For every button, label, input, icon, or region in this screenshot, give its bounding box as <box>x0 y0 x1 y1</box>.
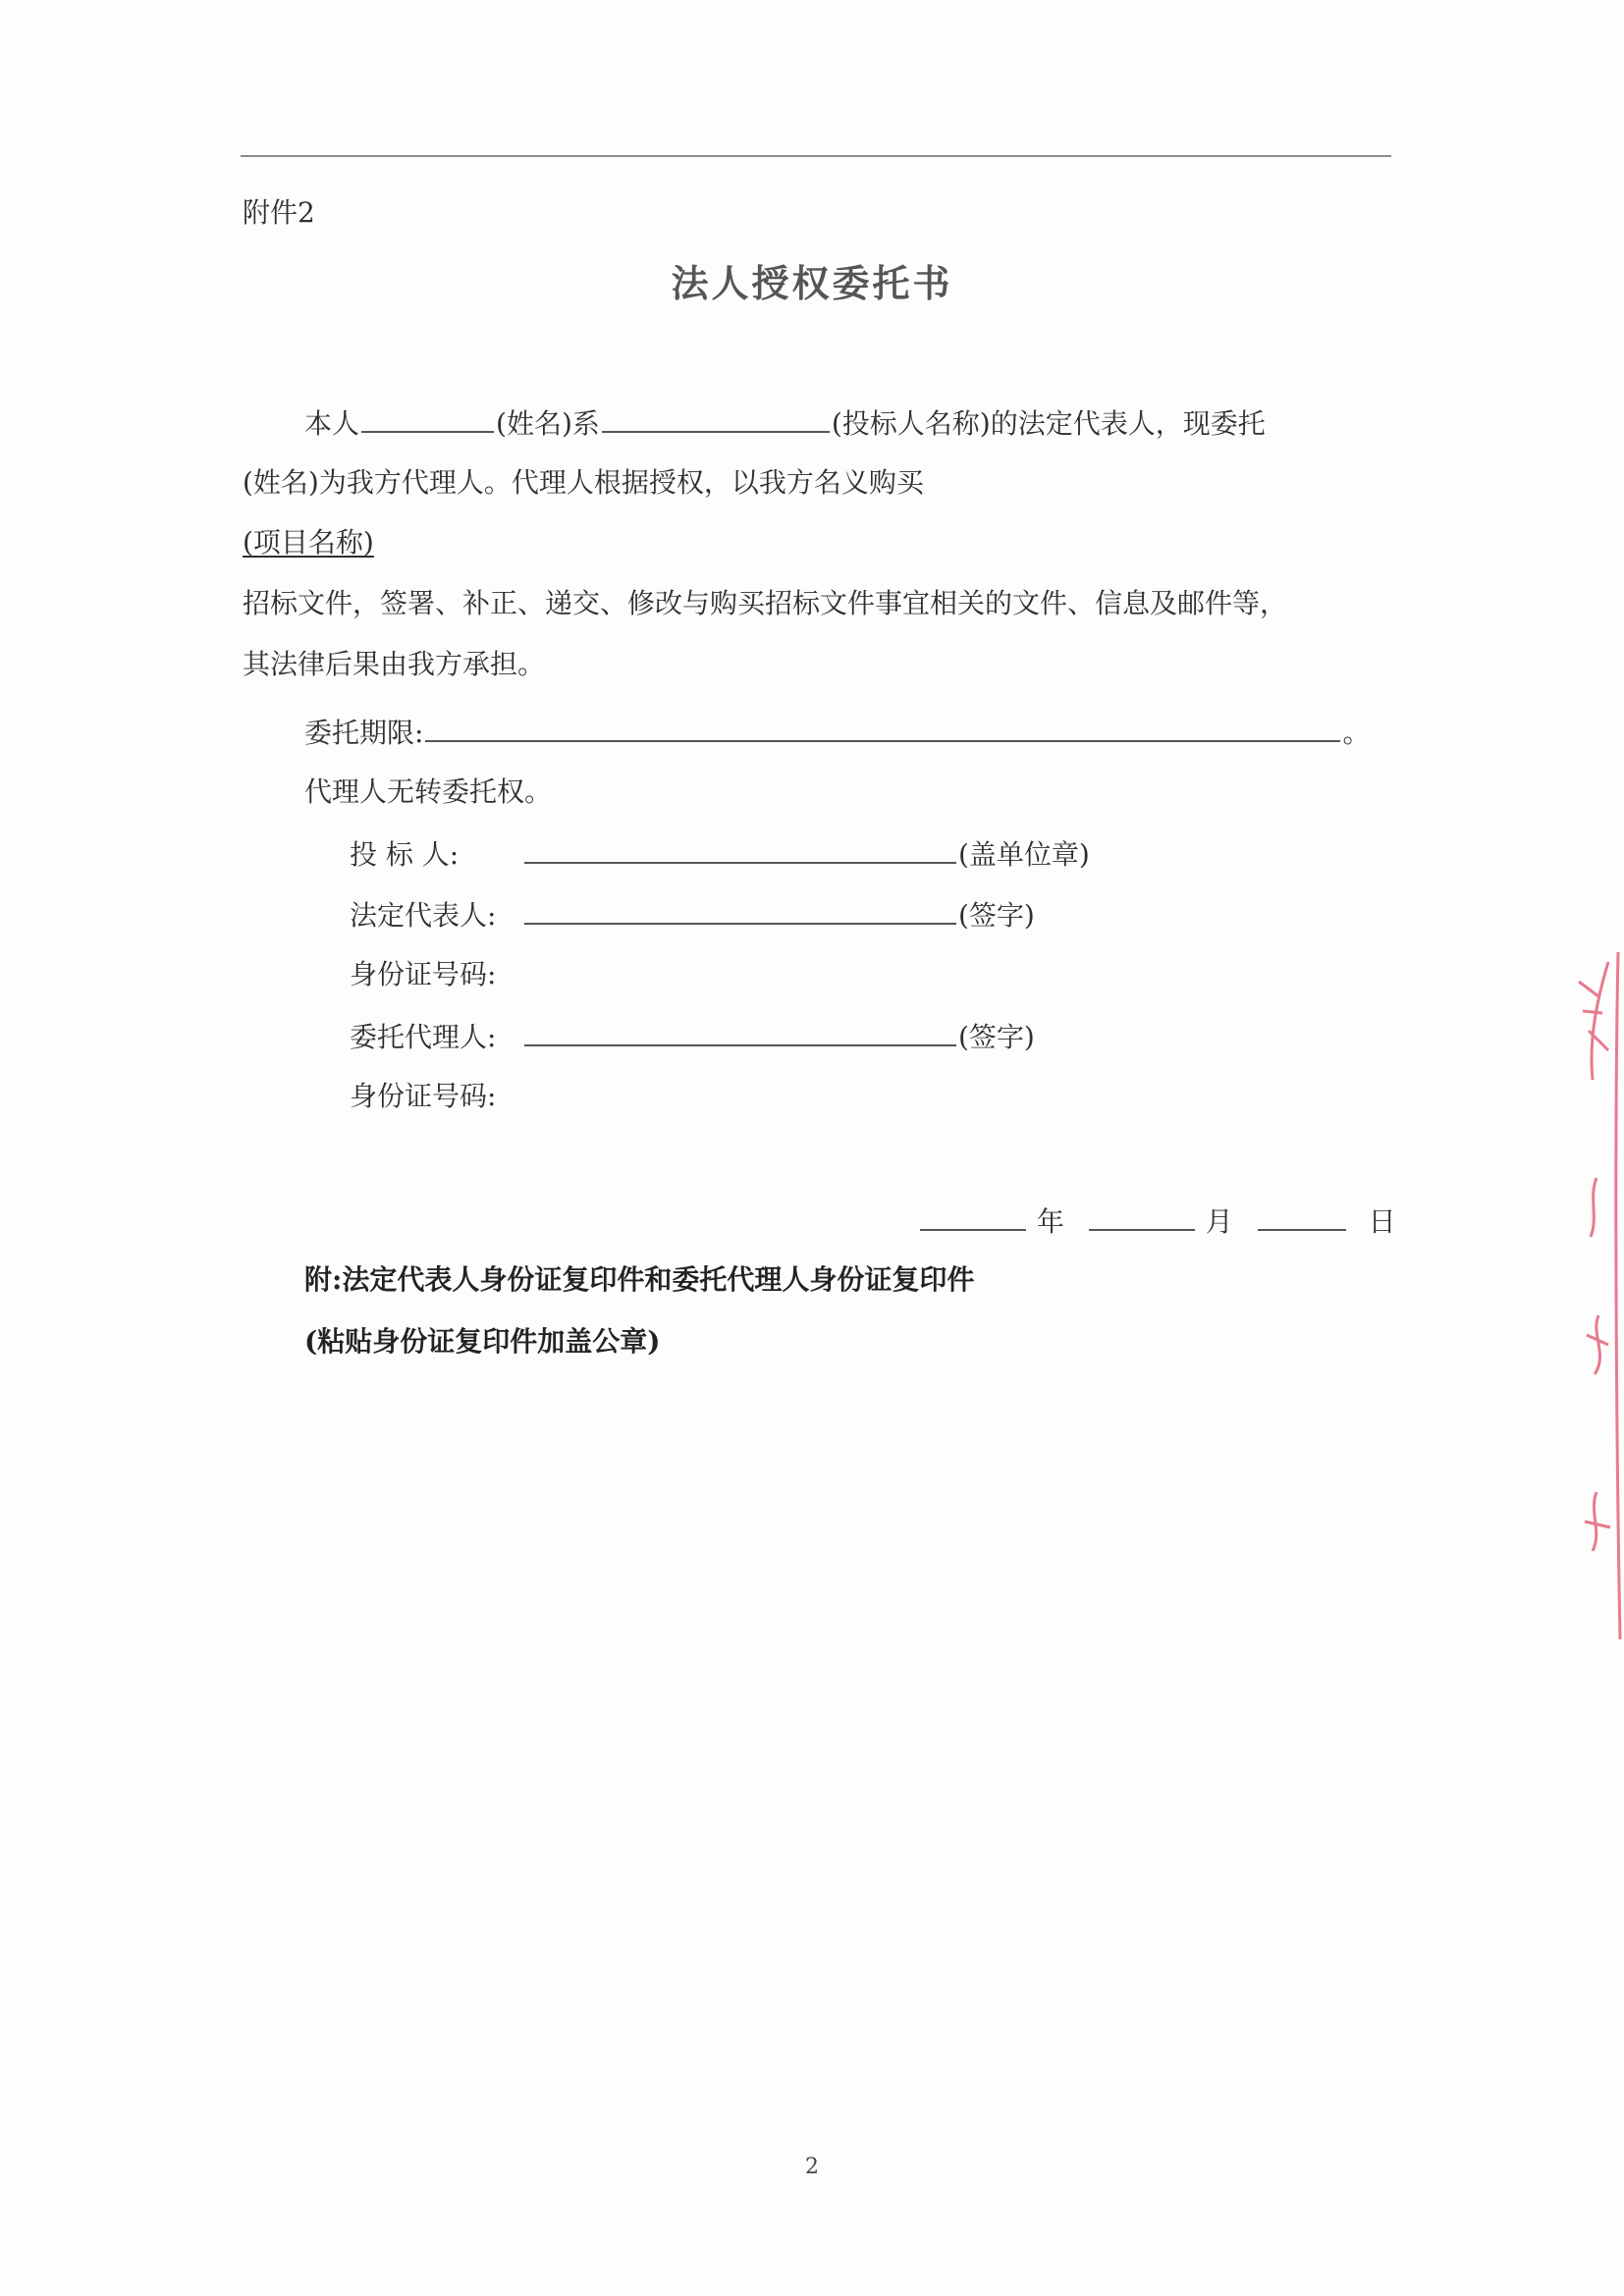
name-blank[interactable] <box>361 405 494 433</box>
term-line <box>304 715 1370 750</box>
document-title: 法人授权委托书 <box>671 261 953 305</box>
page-number: 2 <box>805 2155 819 2179</box>
agent-line <box>350 1019 1035 1054</box>
body-line-1 <box>304 405 1266 441</box>
body-line-4: 招标文件，签署、补正、递交、修改与购买招标文件事宜相关的文件、信息及邮件等， <box>243 587 1288 619</box>
legal-rep-label: 法定代表人: <box>350 899 497 932</box>
day-blank[interactable] <box>1258 1203 1346 1231</box>
term-blank[interactable] <box>425 715 1340 742</box>
legal-rep-blank[interactable] <box>524 897 956 925</box>
text-legal-rep: (投标人名称)的法定代表人，现委托 <box>831 407 1266 440</box>
red-seal-fragment <box>1569 942 1624 1649</box>
year-blank[interactable] <box>920 1203 1026 1231</box>
id1-label: 身份证号码: <box>350 958 497 990</box>
id1-line <box>350 958 496 991</box>
header-rule <box>241 155 1391 157</box>
bidder-note: (盖单位章) <box>958 838 1090 871</box>
term-label: 委托期限: <box>304 717 424 749</box>
attachment-label: 附件2 <box>243 196 315 229</box>
project-name-field[interactable]: (项目名称) <box>243 526 374 559</box>
text-ben-ren: 本人 <box>304 407 360 440</box>
bidder-line <box>350 836 1090 872</box>
agent-label: 委托代理人: <box>350 1021 497 1053</box>
bidder-label: 投 标 人: <box>350 838 460 871</box>
legal-rep-line <box>350 897 1035 933</box>
body-line-2: (姓名)为我方代理人。代理人根据授权，以我方名义购买 <box>243 466 924 499</box>
text-name-of: (姓名)系 <box>496 407 600 440</box>
id2-label: 身份证号码: <box>350 1080 497 1112</box>
body-line-5: 其法律后果由我方承担。 <box>243 648 546 680</box>
legal-rep-note: (签字) <box>958 899 1035 932</box>
bidder-blank[interactable] <box>524 836 956 864</box>
year-label: 年 <box>1036 1205 1064 1238</box>
appendix-line-1: 附:法定代表人身份证复印件和委托代理人身份证复印件 <box>304 1263 975 1296</box>
day-label: 日 <box>1368 1205 1396 1238</box>
agent-note: (签字) <box>958 1021 1035 1053</box>
no-subdelegation-text: 代理人无转委托权。 <box>304 775 553 808</box>
date-line <box>918 1203 1396 1239</box>
month-blank[interactable] <box>1089 1203 1195 1231</box>
id2-line <box>350 1080 496 1113</box>
bidder-name-blank[interactable] <box>602 405 830 433</box>
agent-blank[interactable] <box>524 1019 956 1046</box>
appendix-line-2: (粘贴身份证复印件加盖公章) <box>304 1325 661 1358</box>
month-label: 月 <box>1205 1205 1233 1238</box>
term-end: 。 <box>1342 717 1371 749</box>
